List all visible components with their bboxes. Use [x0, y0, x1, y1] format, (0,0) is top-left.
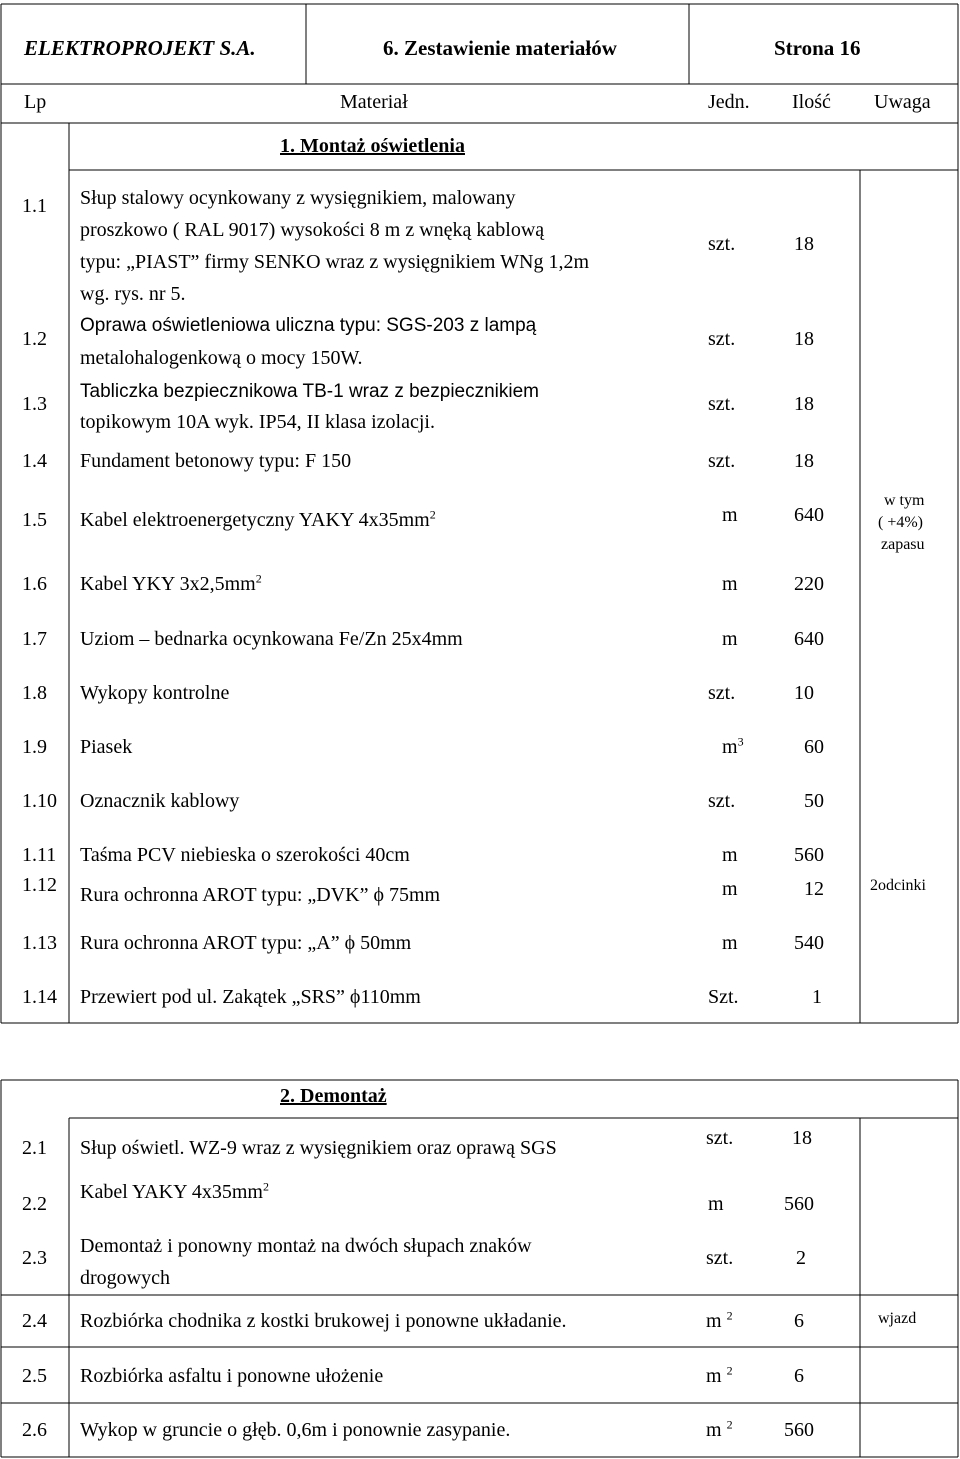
row-material: Uziom – bednarka ocynkowana Fe/Zn 25x4mm — [80, 628, 463, 650]
row-lp: 1.7 — [22, 628, 47, 650]
row-lp: 1.14 — [22, 986, 57, 1008]
row-unit: m $^2$ — [706, 1363, 733, 1387]
row-qty: 18 — [794, 328, 814, 350]
row-qty: 540 — [794, 932, 824, 954]
row-material: Wykop w gruncie o głęb. 0,6m i ponownie zasypanie. — [80, 1419, 511, 1441]
row-material-line: Demontaż i ponowny montaż na dwóch słupach znaków — [80, 1235, 532, 1257]
row-unit: szt. — [708, 393, 736, 415]
row-material-line: wg. rys. nr 5. — [80, 283, 186, 305]
row-qty: 12 — [804, 878, 824, 900]
row-material: Rozbiórka chodnika z kostki brukowej i ponowne układanie. — [80, 1310, 567, 1332]
row-material: Wykopy kontrolne — [80, 682, 230, 704]
row-material: Rura ochronna AROT typu: „A” ϕ 50mm — [80, 932, 412, 954]
row-note: 2odcinki — [870, 877, 926, 894]
row-lp: 2.1 — [22, 1137, 47, 1159]
col-lp: Lp — [24, 91, 47, 113]
row-material: Piasek — [80, 736, 133, 758]
row-qty: 18 — [794, 450, 814, 472]
document-title: 6. Zestawienie materiałów — [383, 36, 617, 60]
row-material: Słup oświetl. WZ-9 wraz z wysięgnikiem oraz oprawą SGS — [80, 1137, 557, 1159]
note-text: ( +4%) — [878, 514, 924, 531]
row-unit: m — [722, 504, 738, 526]
row-lp: 1.10 — [22, 790, 57, 812]
row-unit: szt. — [706, 1247, 734, 1269]
row-unit: m $^2$ — [706, 1417, 733, 1441]
row-material: Rura ochronna AROT typu: „DVK” ϕ 75mm — [80, 884, 441, 906]
page-number: Strona 16 — [774, 36, 861, 60]
row-lp: 2.3 — [22, 1247, 47, 1269]
row-note: wjazd — [878, 1310, 917, 1327]
row-lp: 1.3 — [22, 393, 47, 415]
row-unit: m — [722, 932, 738, 954]
row-material: Rozbiórka asfaltu i ponowne ułożenie — [80, 1365, 384, 1387]
superscript: 2 — [726, 1308, 733, 1323]
row-lp: 1.8 — [22, 682, 47, 704]
row-qty: 6 — [794, 1310, 804, 1332]
row-lp: 1.11 — [22, 844, 57, 866]
row-material-line: metalohalogenkową o mocy 150W. — [80, 347, 363, 369]
row-material: Przewiert pod ul. Zakątek „SRS” ϕ110mm — [80, 986, 421, 1008]
superscript: 2 — [726, 1363, 733, 1378]
col-qty: Ilość — [792, 91, 831, 113]
row-lp: 2.4 — [22, 1310, 47, 1332]
row-unit: m — [708, 1193, 724, 1215]
row-material-line: proszkowo ( RAL 9017) wysokości 8 m z wnęką kablową — [80, 219, 545, 241]
col-material: Materiał — [340, 91, 408, 113]
row-qty: 1 — [812, 986, 822, 1008]
row-qty: 60 — [804, 736, 824, 758]
row-material-line: Oprawa oświetleniowa uliczna typu: SGS-203 z lampą — [80, 315, 537, 336]
row-unit: szt. — [708, 682, 736, 704]
superscript: 2 — [429, 507, 436, 522]
row-qty: 220 — [794, 573, 824, 595]
row-unit: $m^3$ — [722, 734, 744, 758]
row-material: Fundament betonowy typu: F 150 — [80, 450, 352, 472]
row-lp: 1.12 — [22, 874, 57, 896]
superscript: 2 — [262, 1179, 269, 1194]
row-lp: 2.6 — [22, 1419, 47, 1441]
row-unit: szt. — [706, 1127, 734, 1149]
col-note: Uwaga — [874, 91, 931, 113]
row-lp: 1.13 — [22, 932, 57, 954]
row-unit: m — [722, 844, 738, 866]
row-qty: 560 — [784, 1419, 814, 1441]
row-qty: 50 — [804, 790, 824, 812]
row-material-line: drogowych — [80, 1267, 170, 1289]
row-lp: 2.5 — [22, 1365, 47, 1387]
row-unit: szt. — [708, 233, 736, 255]
row-unit: Szt. — [708, 986, 739, 1008]
row-material: Kabel YAKY $4x35mm^2$ — [80, 1179, 269, 1203]
row-material: Kabel YKY $3x2,5mm^2$ — [80, 571, 262, 595]
note-text: zapasu — [881, 536, 925, 553]
row-lp: 2.2 — [22, 1193, 47, 1215]
row-material-line: topikowym 10A wyk. IP54, II klasa izolacji. — [80, 411, 435, 433]
row-lp: 1.1 — [22, 195, 47, 217]
row-unit: szt. — [708, 450, 736, 472]
row-lp: 1.5 — [22, 509, 47, 531]
superscript: 2 — [255, 571, 262, 586]
row-qty: 18 — [794, 233, 814, 255]
row-qty: 560 — [794, 844, 824, 866]
row-unit: m $^2$ — [706, 1308, 733, 1332]
row-material-line: Tabliczka bezpiecznikowa TB-1 wraz z bezpiecznikiem — [80, 381, 540, 402]
section-title: 2. Demontaż — [280, 1085, 387, 1107]
row-qty: 2 — [796, 1247, 806, 1269]
row-qty: 18 — [794, 393, 814, 415]
row-qty: 6 — [794, 1365, 804, 1387]
row-unit: szt. — [708, 790, 736, 812]
row-lp: 1.4 — [22, 450, 47, 472]
col-unit: Jedn. — [708, 91, 750, 113]
row-unit: m — [722, 878, 738, 900]
row-material-line: Słup stalowy ocynkowany z wysięgnikiem, malowany — [80, 187, 516, 209]
row-lp: 1.9 — [22, 736, 47, 758]
row-lp: 1.6 — [22, 573, 47, 595]
row-lp: 1.2 — [22, 328, 47, 350]
row-qty: 18 — [792, 1127, 812, 1149]
superscript: 2 — [726, 1417, 733, 1432]
row-qty: 640 — [794, 628, 824, 650]
superscript: 3 — [737, 734, 744, 749]
company-name: ELEKTROPROJEKT S.A. — [24, 36, 256, 60]
row-unit: m — [722, 628, 738, 650]
row-unit: szt. — [708, 328, 736, 350]
row-qty: 640 — [794, 504, 824, 526]
row-material-line: typu: „PIAST” firmy SENKO wraz z wysięgnikiem WNg 1,2m — [80, 251, 589, 273]
row-unit: m — [722, 573, 738, 595]
row-qty: 560 — [784, 1193, 814, 1215]
section-title: 1. Montaż oświetlenia — [280, 135, 465, 157]
row-qty: 10 — [794, 682, 814, 704]
row-material: Oznacznik kablowy — [80, 790, 240, 812]
row-material: Taśma PCV niebieska o szerokości 40cm — [80, 844, 410, 866]
note-text: w tym — [884, 492, 925, 509]
row-material: Kabel elektroenergetyczny YAKY $4x35mm^2$ — [80, 507, 436, 531]
